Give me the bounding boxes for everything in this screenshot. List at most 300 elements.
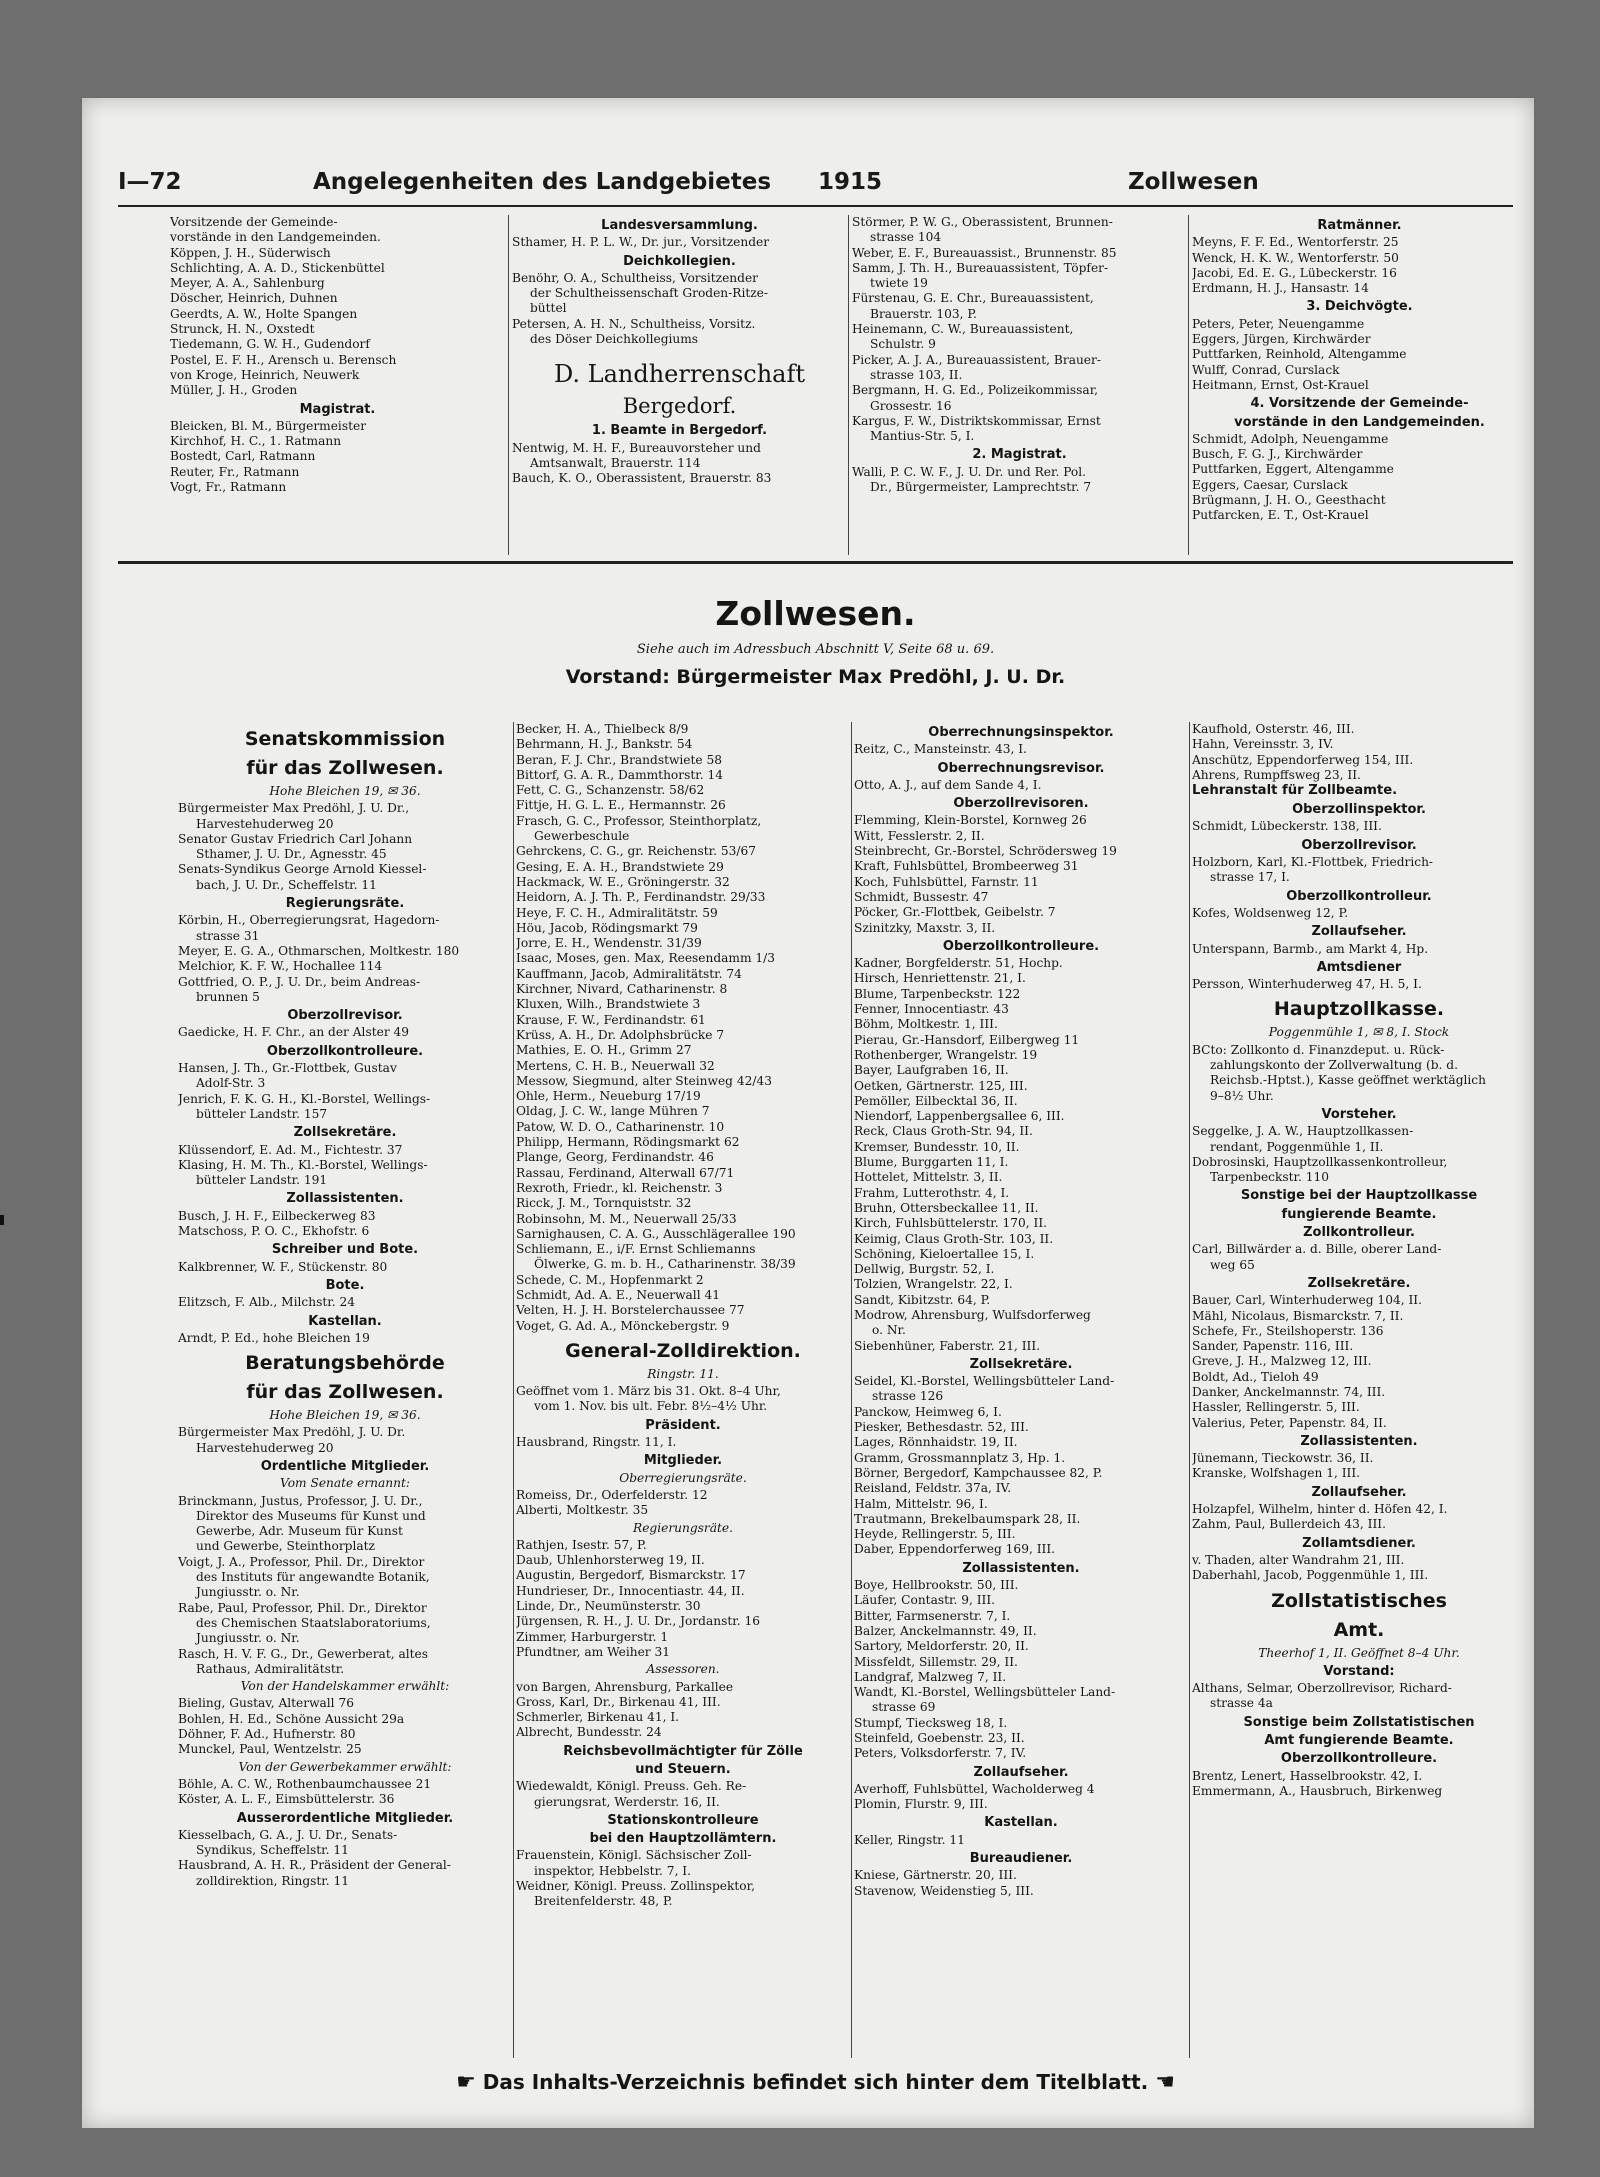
- entry-line: Geerdts, A. W., Holte Spangen: [170, 306, 358, 321]
- bottom-column-1: [178, 722, 512, 2058]
- entry-continuation: bach, J. U. Dr., Scheffelstr. 11: [196, 877, 377, 892]
- entry-line: Melchior, K. F. W., Hochallee 114: [178, 959, 383, 974]
- column-divider: [1189, 722, 1190, 2058]
- entry-line: Wenck, H. K. W., Wentorferstr. 50: [1192, 250, 1399, 265]
- entry-line: Keimig, Claus Groth-Str. 103, II.: [854, 1231, 1054, 1246]
- entry-line: Benöhr, O. A., Schultheiss, Vorsitzender: [512, 270, 758, 285]
- entry-line: Fenner, Innocentiastr. 43: [854, 1002, 1009, 1017]
- entry-continuation: zahlungskonto der Zollverwaltung (b. d.: [1210, 1058, 1458, 1073]
- entry-line: Emmermann, A., Hausbruch, Birkenweg: [1192, 1783, 1443, 1798]
- entry-line: Kniese, Gärtnerstr. 20, III.: [854, 1868, 1017, 1883]
- office-heading: Zollstatistisches: [1271, 1589, 1447, 1612]
- entry-line: Munckel, Paul, Wentzelstr. 25: [178, 1742, 362, 1757]
- entry-line: Vogt, Fr., Ratmann: [170, 480, 287, 495]
- entry-continuation: Brauerstr. 103, P.: [870, 306, 977, 321]
- entry-line: Velten, H. J. H. Borstelerchaussee 77: [516, 1303, 745, 1318]
- entry-line: Reitz, C., Mansteinstr. 43, I.: [854, 742, 1027, 757]
- entry-continuation: des Döser Deichkollegiums: [530, 332, 699, 347]
- subsection-heading: Oberzollkontrolleure.: [266, 1043, 424, 1059]
- entry-line: Danker, Anckelmannstr. 74, III.: [1192, 1384, 1386, 1399]
- entry-line: Sartory, Meldorferstr. 20, II.: [854, 1639, 1029, 1654]
- entry-line: Klüssendorf, E. Ad. M., Fichtestr. 37: [178, 1142, 403, 1157]
- office-heading: für das Zollwesen.: [246, 1381, 444, 1404]
- entry-line: Tiedemann, G. W. H., Gudendorf: [170, 337, 370, 352]
- subsection-heading: Präsident.: [645, 1417, 721, 1433]
- entry-continuation: des Chemischen Staatslaboratoriums,: [196, 1615, 431, 1630]
- entry-line: Jenrich, F. K. G. H., Kl.-Borstel, Wellings-: [178, 1091, 431, 1106]
- entry-line: Carl, Billwärder a. d. Bille, oberer Land-: [1192, 1242, 1442, 1257]
- entry-line: Fittje, H. G. L. E., Hermannstr. 26: [516, 798, 726, 813]
- entry-line: Bergmann, H. G. Ed., Polizeikommissar,: [852, 383, 1099, 398]
- bottom-column-3: [854, 722, 1188, 2058]
- entry-continuation: Jungiusstr. o. Nr.: [196, 1631, 300, 1646]
- entry-line: Gottfried, O. P., J. U. Dr., beim Andreas-: [178, 974, 421, 989]
- entry-line: Krause, F. W., Ferdinandstr. 61: [516, 1012, 706, 1027]
- subsection-heading: 2. Magistrat.: [972, 447, 1067, 463]
- entry-line: Balzer, Anckelmannstr. 49, II.: [854, 1623, 1037, 1638]
- entry-line: Busch, F. G. J., Kirchwärder: [1192, 447, 1363, 462]
- entry-line: Frauenstein, Königl. Sächsischer Zoll-: [516, 1848, 752, 1863]
- entry-line: Bittorf, G. A. R., Dammthorstr. 14: [516, 767, 723, 782]
- entry-line: Schlichting, A. A. D., Stickenbüttel: [170, 260, 385, 275]
- entry-line: Jürgensen, R. H., J. U. Dr., Jordanstr. 16: [516, 1614, 760, 1629]
- entry-line: Unterspann, Barmb., am Markt 4, Hp.: [1192, 941, 1429, 956]
- subsection-heading: Oberzollkontrolleure.: [1280, 1751, 1438, 1767]
- entry-line: Rasch, H. V. F. G., Dr., Gewerberat, altes: [178, 1646, 428, 1661]
- entry-continuation: strasse 126: [872, 1389, 944, 1404]
- address-line: Theerhof 1, II. Geöffnet 8–4 Uhr.: [1258, 1645, 1460, 1660]
- subsection-heading: Sonstige bei der Hauptzollkasse: [1240, 1188, 1478, 1204]
- top-column-4: [1192, 215, 1527, 555]
- column-divider: [513, 722, 514, 2058]
- entry-continuation: Syndikus, Scheffelstr. 11: [196, 1843, 349, 1858]
- section-chairman: Vorstand: Bürgermeister Max Predöhl, J. U. Dr.: [565, 666, 1066, 688]
- entry-line: Plange, Georg, Ferdinandstr. 46: [516, 1150, 714, 1165]
- entry-line: Meyer, A. A., Sahlenburg: [170, 276, 325, 291]
- subsection-heading: Vorstand:: [1323, 1663, 1395, 1679]
- subsection-heading: Zollsekretäre.: [1307, 1275, 1411, 1291]
- entry-line: Busch, J. H. F., Eilbeckerweg 83: [178, 1208, 376, 1223]
- entry-line: Pfundtner, am Weiher 31: [516, 1644, 671, 1659]
- entry-continuation: rendant, Poggenmühle 1, II.: [1210, 1139, 1384, 1154]
- entry-line: Otto, A. J., auf dem Sande 4, I.: [854, 777, 1042, 792]
- entry-line: Schmerler, Birkenau 41, I.: [516, 1710, 680, 1725]
- entry-continuation: vom 1. Nov. bis ult. Febr. 8½–4½ Uhr.: [534, 1399, 768, 1414]
- office-heading: Hauptzollkasse.: [1273, 998, 1445, 1021]
- entry-line: Flemming, Klein-Borstel, Kornweg 26: [854, 813, 1087, 828]
- entry-line: Messow, Siegmund, alter Steinweg 42/43: [516, 1073, 772, 1088]
- entry-continuation: strasse 4a: [1210, 1696, 1273, 1711]
- entry-continuation: Dr., Bürgermeister, Lamprechtstr. 7: [870, 480, 1092, 495]
- entry-line: Heyde, Rellingerstr. 5, III.: [854, 1527, 1016, 1542]
- entry-line: Bauch, K. O., Oberassistent, Brauerstr. 83: [512, 471, 772, 486]
- entry-line: Frasch, G. C., Professor, Steinthorplatz,: [516, 813, 762, 828]
- entry-continuation: gierungsrat, Werderstr. 16, II.: [534, 1794, 720, 1809]
- entry-line: Sander, Papenstr. 116, III.: [1192, 1339, 1354, 1354]
- entry-continuation: strasse 17, I.: [1210, 870, 1290, 885]
- entry-line: Hackmack, W. E., Gröningerstr. 32: [516, 874, 730, 889]
- entry-line: Walli, P. C. W. F., J. U. Dr. und Rer. Pol.: [852, 464, 1087, 479]
- subsection-heading: Oberzollinspektor.: [1292, 802, 1426, 818]
- entry-line: Reck, Claus Groth-Str. 94, II.: [854, 1124, 1033, 1139]
- entry-line: Keller, Ringstr. 11: [854, 1832, 965, 1847]
- entry-line: Seidel, Kl.-Borstel, Wellingsbütteler Land-: [854, 1374, 1115, 1389]
- entry-line: Niendorf, Lappenbergsallee 6, III.: [854, 1109, 1065, 1124]
- entry-continuation: Gewerbe, Adr. Museum für Kunst: [196, 1524, 403, 1539]
- address-line: Poggenmühle 1, ✉ 8, I. Stock: [1268, 1025, 1450, 1040]
- entry-line: Hassler, Rellingerstr. 5, III.: [1192, 1400, 1360, 1415]
- entry-continuation: büttel: [530, 301, 567, 316]
- column-divider: [508, 215, 509, 555]
- entry-line: Bürgermeister Max Predöhl, J. U. Dr.: [178, 1425, 406, 1440]
- entry-continuation: Grossestr. 16: [870, 398, 952, 413]
- top-column-1: [170, 215, 505, 555]
- address-line: Von der Gewerbekammer erwählt:: [238, 1759, 452, 1774]
- office-heading: für das Zollwesen.: [246, 757, 444, 779]
- entry-continuation: strasse 69: [872, 1700, 936, 1715]
- entry-line: Schöning, Kieloertallee 15, I.: [854, 1246, 1035, 1261]
- entry-line: Eggers, Jürgen, Kirchwärder: [1192, 332, 1371, 347]
- entry-continuation: Rathaus, Admiralitätstr.: [196, 1661, 345, 1676]
- entry-line: Isaac, Moses, gen. Max, Reesendamm 1/3: [516, 951, 776, 966]
- entry-continuation: der Schultheissenschaft Groden-Ritze-: [530, 286, 768, 301]
- subsection-heading: Kastellan.: [308, 1313, 382, 1329]
- entry-line: Wiedewaldt, Königl. Preuss. Geh. Re-: [516, 1779, 747, 1794]
- entry-line: Rothenberger, Wrangelstr. 19: [854, 1047, 1038, 1062]
- entry-line: Gaedicke, H. F. Chr., an der Alster 49: [178, 1025, 410, 1040]
- page-header: [118, 165, 1513, 207]
- subsection-heading: Oberzollrevisor.: [287, 1008, 403, 1024]
- entry-line: Seggelke, J. A. W., Hauptzollkassen-: [1192, 1124, 1414, 1139]
- entry-continuation: Schulstr. 9: [870, 337, 936, 352]
- entry-line: Koch, Fuhlsbüttel, Farnstr. 11: [854, 874, 1039, 889]
- entry-line: Jacobi, Ed. E. G., Lübeckerstr. 16: [1192, 265, 1397, 280]
- entry-line: Meyer, E. G. A., Othmarschen, Moltkestr. 180: [178, 943, 460, 958]
- entry-line: Holzborn, Karl, Kl.-Flottbek, Friedrich-: [1192, 855, 1434, 870]
- subsection-heading: Reichsbevollmächtigter für Zölle: [563, 1743, 803, 1759]
- entry-line: Kaufhold, Osterstr. 46, III.: [1192, 722, 1355, 736]
- subsection-heading: Zollassistenten.: [962, 1560, 1080, 1576]
- top-column-2: [512, 215, 847, 555]
- section-title: Zollwesen: [1128, 169, 1259, 195]
- entry-line: Senator Gustav Friedrich Carl Johann: [178, 831, 413, 846]
- entry-continuation: weg 65: [1210, 1257, 1255, 1272]
- entry-line: Bayer, Laufgraben 16, II.: [854, 1063, 1009, 1078]
- entry-continuation: Gewerbeschule: [534, 829, 630, 844]
- entry-line: Zimmer, Harburgerstr. 1: [516, 1629, 669, 1644]
- entry-line: Kargus, F. W., Distriktskommissar, Ernst: [852, 413, 1101, 428]
- entry-line: Höu, Jacob, Rödingsmarkt 79: [516, 920, 698, 935]
- entry-line: Eggers, Caesar, Curslack: [1192, 477, 1348, 492]
- entry-line: Daber, Eppendorferweg 169, III.: [854, 1542, 1056, 1557]
- entry-continuation: Direktor des Museums für Kunst und: [196, 1508, 426, 1523]
- entry-line: Reisland, Feldstr. 37a, IV.: [854, 1481, 1012, 1496]
- entry-continuation: zolldirektion, Ringstr. 11: [196, 1873, 350, 1888]
- entry-line: Schliemann, E., i/F. Ernst Schliemanns: [516, 1242, 756, 1257]
- entry-line: Panckow, Heimweg 6, I.: [854, 1404, 1002, 1419]
- entry-line: Elitzsch, F. Alb., Milchstr. 24: [178, 1295, 355, 1310]
- entry-line: Greve, J. H., Malzweg 12, III.: [1192, 1354, 1372, 1369]
- entry-line: Arndt, P. Ed., hohe Bleichen 19: [178, 1330, 370, 1345]
- entry-line: Picker, A. J. A., Bureauassistent, Brauer-: [852, 352, 1101, 367]
- entry-line: Alberti, Moltkestr. 35: [516, 1503, 649, 1518]
- scan-edge-mark: [0, 1215, 4, 1225]
- entry-line: Pemöller, Eilbecktal 36, II.: [854, 1093, 1018, 1108]
- footer-note: [118, 2070, 1513, 2095]
- entry-continuation: bütteler Landstr. 191: [196, 1173, 328, 1188]
- entry-line: BCto: Zollkonto d. Finanzdeput. u. Rück-: [1192, 1042, 1445, 1057]
- subsection-heading: Oberzollkontrolleure.: [942, 938, 1100, 954]
- subsection-heading: Amt fungierende Beamte.: [1264, 1733, 1454, 1749]
- entry-line: Puttfarken, Eggert, Altengamme: [1192, 462, 1394, 477]
- subsection-heading: Oberzollkontrolleur.: [1286, 888, 1432, 904]
- entry-continuation: strasse 31: [196, 928, 260, 943]
- entry-line: Weidner, Königl. Preuss. Zollinspektor,: [516, 1879, 755, 1894]
- entry-continuation: inspektor, Hebbelstr. 7, I.: [534, 1863, 692, 1878]
- entry-line: Hirsch, Henriettenstr. 21, I.: [854, 971, 1026, 986]
- entry-line: Daub, Uhlenhorsterweg 19, II.: [516, 1553, 705, 1568]
- entry-line: Jünemann, Tieckowstr. 36, II.: [1192, 1451, 1374, 1466]
- subsection-heading: bei den Hauptzollämtern.: [589, 1831, 777, 1847]
- entry-line: Böhle, A. C. W., Rothenbaumchaussee 21: [178, 1776, 432, 1791]
- entry-line: Beran, F. J. Chr., Brandstwiete 58: [516, 752, 723, 767]
- entry-line: Brinckmann, Justus, Professor, J. U. Dr.,: [178, 1493, 423, 1508]
- entry-line: Pöcker, Gr.-Flottbek, Geibelstr. 7: [854, 905, 1056, 920]
- entry-line: Steinfeld, Goebenstr. 23, II.: [854, 1731, 1025, 1745]
- entry-line: Mähl, Nicolaus, Bismarckstr. 7, II.: [1192, 1308, 1404, 1323]
- subsection-heading: und Steuern.: [635, 1762, 731, 1777]
- subsection-heading: Zollkontrolleur.: [1303, 1225, 1415, 1241]
- entry-line: vorstände in den Landgemeinden.: [170, 230, 381, 245]
- entry-continuation: des Instituts für angewandte Botanik,: [196, 1570, 430, 1585]
- entry-line: Nentwig, M. H. F., Bureauvorsteher und: [512, 440, 761, 455]
- entry-line: Oetken, Gärtnerstr. 125, III.: [854, 1078, 1028, 1093]
- entry-line: Bohlen, H. Ed., Schöne Aussicht 29a: [178, 1711, 405, 1726]
- subsection-heading: Zollaufseher.: [1311, 924, 1407, 940]
- entry-line: Missfeldt, Sillemstr. 29, II.: [854, 1654, 1018, 1669]
- entry-line: Hausbrand, A. H. R., Präsident der General-: [178, 1858, 451, 1873]
- entry-line: Bürgermeister Max Predöhl, J. U. Dr.,: [178, 801, 410, 816]
- entry-continuation: strasse 103, II.: [870, 367, 963, 382]
- entry-line: Börner, Bergedorf, Kampchaussee 82, P.: [854, 1465, 1103, 1480]
- entry-line: Stavenow, Weidenstieg 5, III.: [854, 1883, 1034, 1898]
- entry-continuation: Amtsanwalt, Brauerstr. 114: [530, 455, 701, 470]
- entry-line: Kadner, Borgfelderstr. 51, Hochp.: [854, 956, 1063, 971]
- entry-line: Brentz, Lenert, Hasselbrookstr. 42, I.: [1192, 1768, 1423, 1783]
- entry-line: Kirchhof, H. C., 1. Ratmann: [170, 434, 342, 449]
- office-heading: General-Zolldirektion.: [565, 1339, 801, 1362]
- entry-line: Althans, Selmar, Oberzollrevisor, Richard-: [1192, 1681, 1452, 1696]
- entry-line: Fett, C. G., Schanzenstr. 58/62: [516, 783, 705, 798]
- entry-continuation: Harvestehuderweg 20: [196, 1440, 334, 1455]
- entry-line: Hansen, J. Th., Gr.-Flottbek, Gustav: [178, 1061, 397, 1076]
- entry-line: Oldag, J. C. W., lange Mühren 7: [516, 1104, 710, 1119]
- entry-line: Ricck, J. M., Tornquiststr. 32: [516, 1196, 692, 1211]
- entry-line: Witt, Fesslerstr. 2, II.: [854, 828, 985, 843]
- entry-line: Behrmann, H. J., Bankstr. 54: [516, 737, 693, 752]
- entry-line: Kirchner, Nivard, Catharinenstr. 8: [516, 982, 728, 997]
- district-heading: Bergedorf.: [622, 394, 737, 419]
- entry-line: Köppen, J. H., Süderwisch: [170, 245, 331, 260]
- entry-line: Kiesselbach, G. A., J. U. Dr., Senats-: [178, 1827, 398, 1842]
- entry-line: Romeiss, Dr., Oderfelderstr. 12: [516, 1487, 708, 1502]
- address-line: Hohe Bleichen 19, ✉ 36.: [269, 1408, 421, 1423]
- entry-line: Kirch, Fuhlsbüttelerstr. 170, II.: [854, 1216, 1048, 1231]
- entry-line: Jorre, E. H., Wendenstr. 31/39: [516, 936, 702, 951]
- entry-line: Boldt, Ad., Tieloh 49: [1192, 1369, 1319, 1384]
- entry-line: Siebenhüner, Faberstr. 21, III.: [854, 1338, 1041, 1353]
- entry-line: Plomin, Flurstr. 9, III.: [854, 1797, 988, 1812]
- subsection-heading: 1. Beamte in Bergedorf.: [591, 423, 768, 439]
- entry-line: Heye, F. C. H., Admiralitätstr. 59: [516, 905, 718, 920]
- entry-line: Hausbrand, Ringstr. 11, I.: [516, 1435, 677, 1450]
- subsection-heading: Oberrechnungsrevisor.: [937, 760, 1105, 776]
- entry-line: Philipp, Hermann, Rödingsmarkt 62: [516, 1135, 740, 1150]
- entry-line: Gross, Karl, Dr., Birkenau 41, III.: [516, 1694, 721, 1709]
- entry-line: v. Thaden, alter Wandrahm 21, III.: [1192, 1552, 1405, 1567]
- entry-continuation: Tarpenbeckstr. 110: [1210, 1170, 1330, 1185]
- entry-continuation: Breitenfelderstr. 48, P.: [534, 1894, 673, 1909]
- entry-line: Geöffnet vom 1. März bis 31. Okt. 8–4 Uhr,: [516, 1384, 781, 1399]
- subsection-heading: Zollamtsdiener.: [1302, 1535, 1416, 1551]
- entry-line: Trautmann, Brekelbaumspark 28, II.: [854, 1511, 1081, 1526]
- entry-line: Bitter, Farmsenerstr. 7, I.: [854, 1608, 1011, 1623]
- entry-continuation: Jungiusstr. o. Nr.: [196, 1585, 300, 1600]
- entry-line: Kranske, Wolfshagen 1, III.: [1192, 1466, 1361, 1481]
- entry-line: Heidorn, A. J. Th. P., Ferdinandstr. 29/33: [516, 890, 766, 905]
- address-line: Hohe Bleichen 19, ✉ 36.: [269, 784, 421, 798]
- entry-line: Heinemann, C. W., Bureauassistent,: [852, 322, 1074, 337]
- entry-line: Rexroth, Friedr., kl. Reichenstr. 3: [516, 1180, 723, 1195]
- entry-line: Dellwig, Burgstr. 52, I.: [854, 1262, 995, 1277]
- office-heading: Senatskommission: [244, 728, 446, 750]
- subsection-heading: Oberzollrevisoren.: [953, 796, 1089, 812]
- entry-line: Steinbrecht, Gr.-Borstel, Schrödersweg 19: [854, 844, 1117, 859]
- page-title: Angelegenheiten des Landgebietes: [313, 169, 772, 195]
- bottom-column-4: [1192, 722, 1526, 2058]
- entry-line: Hottelet, Mittelstr. 3, II.: [854, 1170, 1003, 1185]
- entry-line: Szinitzky, Maxstr. 3, II.: [854, 920, 996, 935]
- section-heading: Zollwesen.: [715, 594, 916, 633]
- office-heading: Lehranstalt für Zollbeamte.: [1192, 783, 1398, 799]
- subsection-heading: Ausserordentliche Mitglieder.: [236, 1810, 454, 1826]
- entry-continuation: und Gewerbe, Steinthorplatz: [196, 1539, 375, 1554]
- subsection-heading: Bureaudiener.: [969, 1851, 1073, 1867]
- entry-line: Modrow, Ahrensburg, Wulfsdorferweg: [854, 1307, 1091, 1322]
- subsection-heading: Vorsteher.: [1321, 1106, 1397, 1122]
- entry-line: Averhoff, Fuhlsbüttel, Wacholderweg 4: [854, 1781, 1095, 1796]
- entry-line: Hundrieser, Dr., Innocentiastr. 44, II.: [516, 1583, 745, 1598]
- entry-line: Gesing, E. A. H., Brandstwiete 29: [516, 859, 724, 874]
- entry-line: Matschoss, P. O. C., Ekhofstr. 6: [178, 1224, 370, 1239]
- entry-line: Voigt, J. A., Professor, Phil. Dr., Direktor: [178, 1554, 425, 1569]
- entry-line: Kremser, Bundesstr. 10, II.: [854, 1139, 1020, 1154]
- entry-line: Rathjen, Isestr. 57, P.: [516, 1537, 647, 1552]
- entry-line: Bostedt, Carl, Ratmann: [170, 449, 316, 464]
- entry-line: Kalkbrenner, W. F., Stückenstr. 80: [178, 1259, 388, 1274]
- entry-line: Meyns, F. F. Ed., Wentorferstr. 25: [1192, 235, 1399, 250]
- entry-line: Frahm, Lutterothstr. 4, I.: [854, 1185, 1010, 1200]
- entry-line: Gehrckens, C. G., gr. Reichenstr. 53/67: [516, 844, 757, 859]
- subsection-heading: Ordentliche Mitglieder.: [260, 1458, 430, 1474]
- subsection-heading: Kastellan.: [984, 1815, 1058, 1831]
- entry-line: Landgraf, Malzweg 7, II.: [854, 1669, 1007, 1684]
- subsection-heading: Mitglieder.: [643, 1453, 723, 1469]
- entry-line: Robinsohn, M. M., Neuerwall 25/33: [516, 1211, 737, 1226]
- entry-line: Kluxen, Wilh., Brandstwiete 3: [516, 997, 701, 1012]
- entry-line: Schmidt, Bussestr. 47: [854, 889, 989, 904]
- entry-line: Kraft, Fuhlsbüttel, Brombeerweg 31: [854, 859, 1079, 874]
- entry-line: Schefe, Fr., Steilshoperstr. 136: [1192, 1323, 1384, 1338]
- entry-line: Halm, Mittelstr. 96, I.: [854, 1496, 988, 1511]
- subsection-heading: Bote.: [325, 1277, 365, 1293]
- column-divider: [848, 215, 849, 555]
- entry-line: Körbin, H., Oberregierungsrat, Hagedorn-: [178, 913, 440, 928]
- entry-line: von Kroge, Heinrich, Neuwerk: [170, 367, 360, 382]
- entry-line: Bleicken, Bl. M., Bürgermeister: [170, 418, 367, 433]
- entry-line: Ahrens, Rumpffsweg 23, II.: [1192, 767, 1361, 782]
- entry-line: Sandt, Kibitzstr. 64, P.: [854, 1292, 991, 1307]
- entry-line: Persson, Winterhuderweg 47, H. 5, I.: [1192, 977, 1422, 992]
- entry-line: Erdmann, H. J., Hansastr. 14: [1192, 281, 1369, 296]
- entry-continuation: Ölwerke, G. m. b. H., Catharinenstr. 38/39: [534, 1257, 796, 1272]
- entry-line: Döhner, F. Ad., Hufnerstr. 80: [178, 1727, 356, 1742]
- entry-line: Klasing, H. M. Th., Kl.-Borstel, Wellings-: [178, 1157, 428, 1172]
- entry-line: Postel, E. F. H., Arensch u. Berensch: [170, 352, 397, 367]
- subsection-heading: Landesversammlung.: [601, 218, 758, 233]
- address-line: Regierungsräte.: [633, 1520, 733, 1535]
- office-heading: Beratungsbehörde: [245, 1352, 445, 1375]
- entry-line: von Bargen, Ahrensburg, Parkallee: [516, 1679, 734, 1694]
- entry-continuation: Harvestehuderweg 20: [196, 816, 334, 831]
- entry-line: Senats-Syndikus George Arnold Kiessel-: [178, 862, 427, 877]
- subsection-heading: Zollassistenten.: [1300, 1433, 1418, 1449]
- section-reference: Siehe auch im Adressbuch Abschnitt V, Seite 68 u. 69.: [636, 642, 995, 657]
- entry-line: Daberhahl, Jacob, Poggenmühle 1, III.: [1192, 1568, 1429, 1583]
- entry-line: Holzapfel, Wilhelm, hinter d. Höfen 42, I.: [1192, 1502, 1448, 1517]
- entry-line: Petersen, A. H. N., Schultheiss, Vorsitz.: [512, 316, 756, 331]
- entry-line: Bruhn, Ottersbeckallee 11, II.: [854, 1200, 1039, 1215]
- entry-continuation: Sthamer, J. U. Dr., Agnesstr. 45: [196, 847, 387, 862]
- entry-continuation: strasse 104: [870, 230, 942, 245]
- section-rule: [118, 561, 1513, 564]
- subsection-heading: Oberzollrevisor.: [1301, 837, 1417, 853]
- entry-line: Rabe, Paul, Professor, Phil. Dr., Direktor: [178, 1600, 427, 1615]
- entry-line: Blume, Burggarten 11, I.: [854, 1155, 1009, 1170]
- entry-line: Wandt, Kl.-Borstel, Wellingsbütteler Land-: [854, 1685, 1116, 1700]
- entry-line: Schmidt, Adolph, Neuengamme: [1192, 431, 1389, 446]
- entry-line: Krüss, A. H., Dr. Adolphsbrücke 7: [516, 1027, 725, 1042]
- entry-line: Augustin, Bergedorf, Bismarckstr. 17: [516, 1568, 746, 1583]
- entry-line: Dobrosinski, Hauptzollkassenkontrolleur,: [1192, 1154, 1448, 1169]
- entry-line: Schmidt, Lübeckerstr. 138, III.: [1192, 819, 1382, 834]
- entry-line: Strunck, H. N., Oxstedt: [170, 322, 315, 337]
- subsection-heading: Zollaufseher.: [973, 1764, 1069, 1780]
- address-line: Ringstr. 11.: [647, 1366, 719, 1381]
- subsection-heading: Amtsdiener: [1316, 959, 1402, 975]
- entry-line: Voget, G. Ad. A., Mönckebergstr. 9: [516, 1318, 730, 1333]
- entry-line: Hahn, Vereinsstr. 3, IV.: [1192, 737, 1334, 752]
- entry-line: Lages, Rönnhaidstr. 19, II.: [854, 1435, 1018, 1450]
- subsection-heading: Zollsekretäre.: [293, 1125, 397, 1141]
- bottom-column-2: [516, 722, 850, 2058]
- entry-line: Albrecht, Bundesstr. 24: [516, 1725, 662, 1740]
- entry-line: Schede, C. M., Hopfenmarkt 2: [516, 1272, 704, 1287]
- entry-line: Boye, Hellbrookstr. 50, III.: [854, 1578, 1019, 1593]
- column-divider: [851, 722, 852, 2058]
- entry-line: Anschütz, Eppendorferweg 154, III.: [1192, 752, 1414, 767]
- subsection-heading: fungierende Beamte.: [1281, 1206, 1437, 1222]
